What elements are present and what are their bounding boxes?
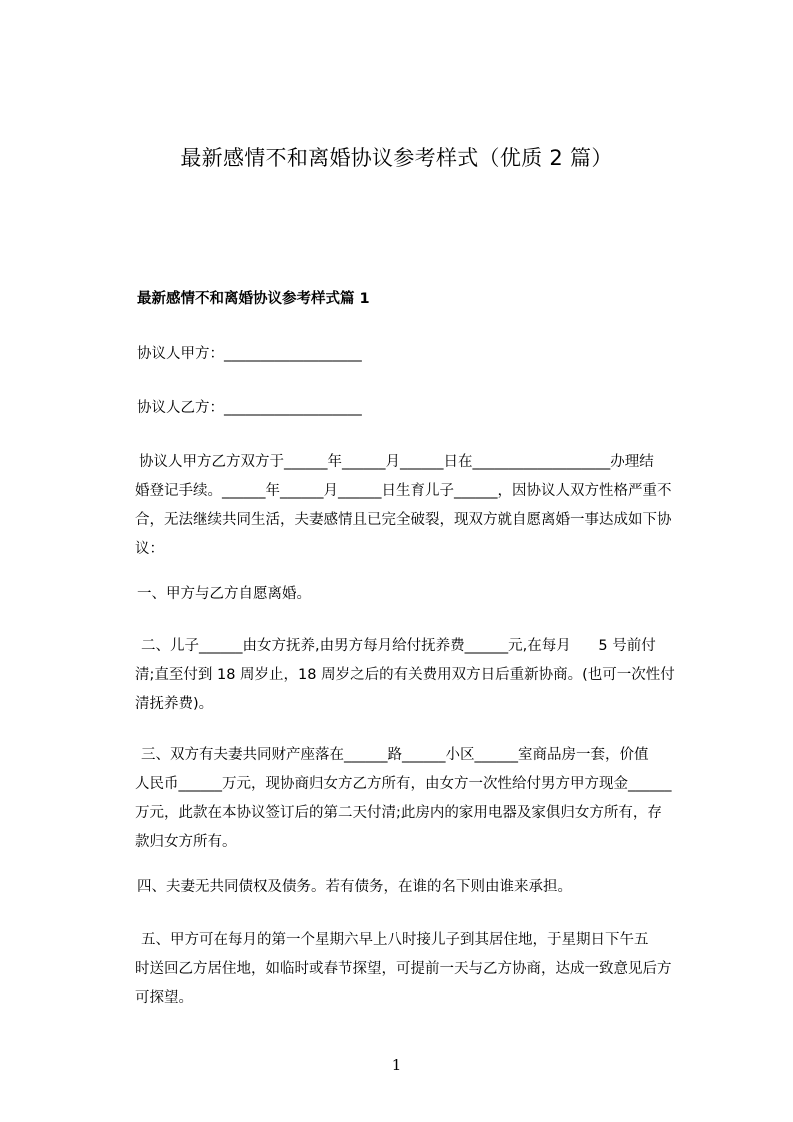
page-title: 最新感情不和离婚协议参考样式（优质 2 篇） [180,146,613,170]
clause-3-line: 万元，此款在本协议签订后的第二天付清;此房内的家用电器及家俱归女方所有，存 [135,805,662,821]
intro-line: 协议人甲方乙方双方于______年______月______日在___________________办理结 [139,454,654,470]
clause-5-line: 五、甲方可在每月的第一个星期六早上八时接儿子到其居住地，于星期日下午五 [141,932,649,948]
clause-3-line: 人民币______万元，现协商归女方乙方所有，由女方一次性给付男方甲方现金______ [135,776,672,792]
clause-5-line: 可探望。 [135,990,193,1006]
party-a-line: 协议人甲方：___________________ [137,346,362,362]
intro-line: 议： [135,541,164,557]
clause-3-paragraph [137,741,707,857]
section-heading: 最新感情不和离婚协议参考样式篇 1 [137,291,370,307]
party-b-line: 协议人乙方：___________________ [137,400,362,416]
clause-2-line: 清;直至付到 18 周岁止，18 周岁之后的有关费用双方日后重新协商。(也可一次性付 [135,667,675,683]
clause-2-line: 二、儿子______由女方抚养,由男方每月给付抚养费______元,在每月 5 号前付 [141,638,656,654]
intro-line: 婚登记手续。______年______月______日生育儿子______，因协议人双方性格严重不 [135,483,672,499]
clause-4: 四、夫妻无共同债权及债务。若有债务，在谁的名下则由谁来承担。 [137,879,572,895]
clause-1: 一、甲方与乙方自愿离婚。 [137,586,311,602]
page-number: 1 [391,1056,402,1074]
intro-paragraph [137,448,707,564]
clause-3-line: 款归女方所有。 [135,834,237,850]
clause-5-paragraph [137,926,707,1013]
clause-2-paragraph [137,632,707,719]
clause-3-line: 三、双方有夫妻共同财产座落在______路______小区______室商品房一套，价值 [141,747,649,763]
clause-5-line: 时送回乙方居住地，如临时或春节探望，可提前一天与乙方协商，达成一致意见后方 [135,961,672,977]
intro-line: 合，无法继续共同生活，夫妻感情且已完全破裂，现双方就自愿离婚一事达成如下协 [135,512,672,528]
clause-2-line: 清抚养费)。 [135,696,214,712]
